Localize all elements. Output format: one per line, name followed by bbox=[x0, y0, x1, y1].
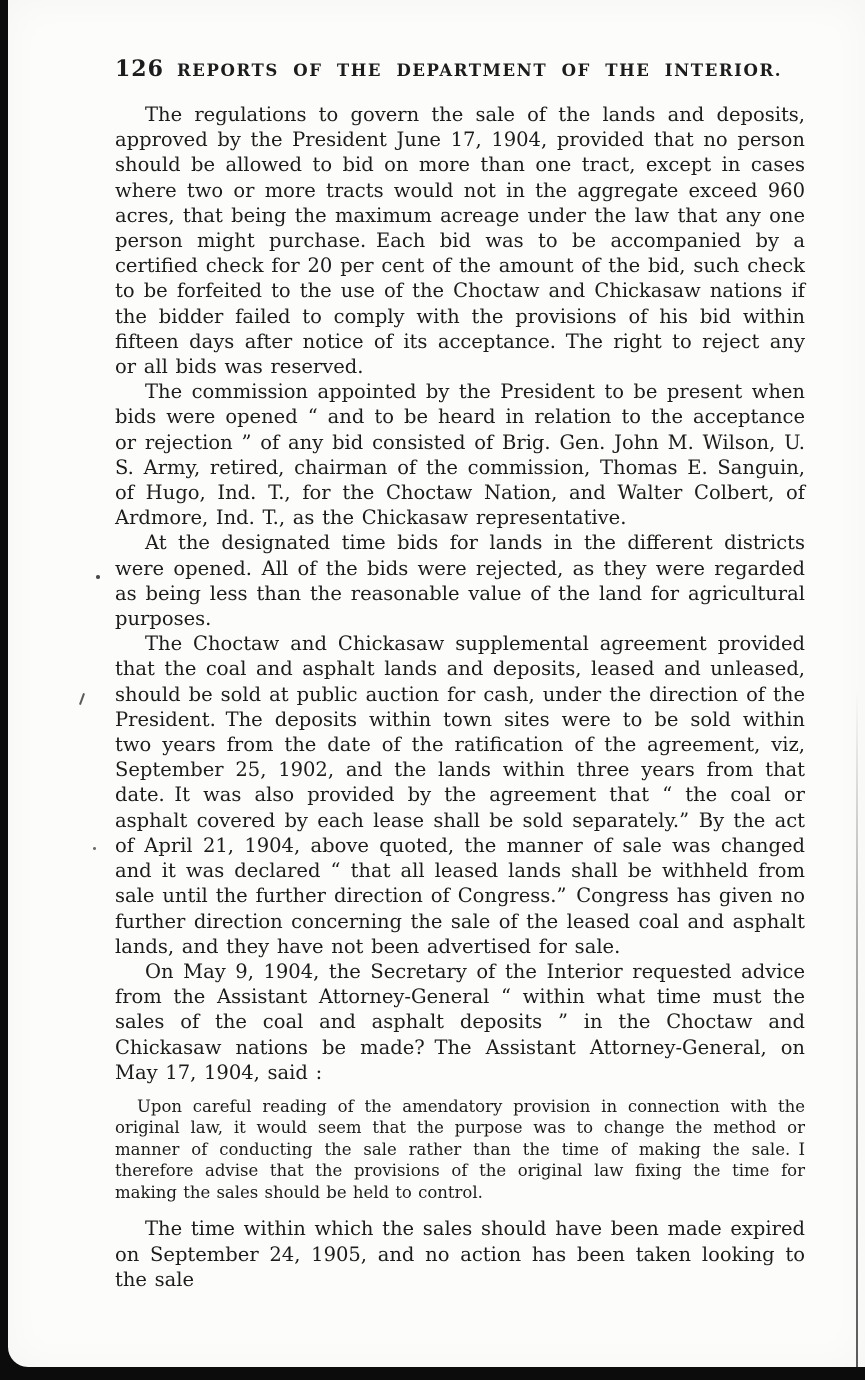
scan-speck-dot bbox=[93, 847, 96, 850]
paragraph: The regulations to govern the sale of the lands and deposits, approved by the President June 17, 1904, provided that no person should be allowed to bid on more than one tract, except in cases where two or more tracts would not in the aggregate exceed 960 acres, that being the maximum acreage under the law that any one person might purchase. Each bid was to be accompanied by a certified check for 20 per cent of the amount of the bid, such check to be forfeited to the use of the Choctaw and Chickasaw nations if the bidder failed to comply with the provisions of his bid within fifteen days after notice of its acceptance. The right to reject any or all bids was reserved. bbox=[115, 103, 805, 379]
scan-speck-slash bbox=[79, 693, 85, 705]
running-header: REPORTS OF THE DEPARTMENT OF THE INTERIOR. bbox=[177, 61, 783, 80]
scan-edge-shadow bbox=[856, 690, 858, 1367]
paragraph: On May 9, 1904, the Secretary of the Interior requested advice from the Assistant Attorney-General “ within what time must the sales of the coal and asphalt deposits ” in the Choctaw and Chickasaw nations be made? The Assistant Attorney-General, on May 17, 1904, said : bbox=[115, 959, 805, 1084]
page-number: 126 bbox=[115, 56, 164, 82]
paragraph: The commission appointed by the President to be present when bids were opened “ and to be heard in relation to the acceptance or rejection ” of any bid consisted of Brig. Gen. John M. Wilson, U. S. Army, retired, chairman of the commission, Thomas E. Sanguin, of Hugo, Ind. T., for the Choctaw Nation, and Walter Colbert, of Ardmore, Ind. T., as the Chickasaw representative. bbox=[115, 380, 805, 530]
page-surface bbox=[8, 0, 865, 1367]
page-body bbox=[115, 102, 805, 1292]
paragraph: The time within which the sales should have been made expired on September 24, 1905, and no action has been taken looking to the sale bbox=[115, 1217, 805, 1291]
quoted-passage: Upon careful reading of the amendatory provision in connection with the original law, it would seem that the purpose was to change the method or manner of conducting the sale rather than the time of making the sale. I therefore advise that the provisions of the original law fixing the time for making the sales should be held to control. bbox=[115, 1096, 805, 1202]
scan-speck-dot bbox=[96, 575, 100, 579]
paragraph: At the designated time bids for lands in the different districts were opened. All of the bids were rejected, as they were regarded as being less than the reasonable value of the land for agricultural purposes. bbox=[115, 531, 805, 631]
paragraph: The Choctaw and Chickasaw supplemental agreement provided that the coal and asphalt lands and deposits, leased and unleased, should be sold at public auction for cash, under the direction of the President. The deposits within town sites were to be sold within two years from the date of the ratification of the agreement, viz, September 25, 1902, and the lands within three years from that date. It was also provided by the agreement that “ the coal or asphalt covered by each lease shall be sold separately.” By the act of April 21, 1904, above quoted, the manner of sale was changed and it was declared “ that all leased lands shall be withheld from sale until the further direction of Congress.” Congress has given no further direction concerning the sale of the leased coal and asphalt lands, and they have not been advertised for sale. bbox=[115, 632, 805, 958]
page-header bbox=[115, 56, 805, 82]
text-column bbox=[115, 56, 805, 1292]
